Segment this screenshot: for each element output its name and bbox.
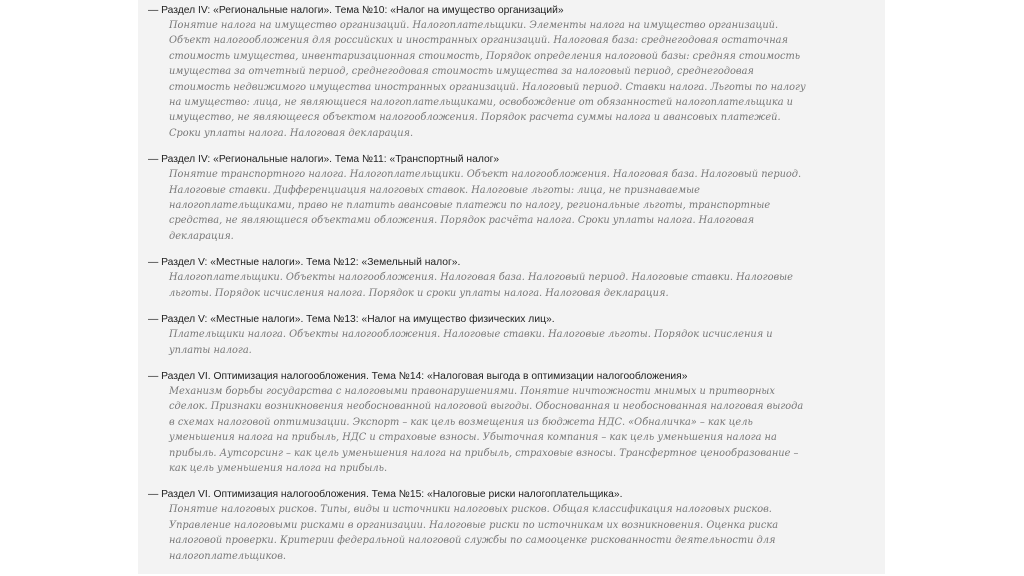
topic-heading: — Раздел IV: «Региональные налоги». Тема №10: «Налог на имущество организаций» [148, 5, 564, 16]
topic-entry-10 [148, 4, 878, 141]
topic-heading: — Раздел V: «Местные налоги». Тема №13: «Налог на имущество физических лиц». [148, 314, 555, 326]
topic-description: Понятие налоговых рисков. Типы, виды и источники налоговых рисков. Общая классификация налоговых рисков. Управление налоговыми рисками в организации. Налоговые риски по источникам их возникновения. Оценка риска налоговой проверки. Критерии федеральной налоговой службы по самооценке рискованности деятельности для налогоплательщиков. [169, 504, 779, 562]
topic-heading: — Раздел IV: «Региональные налоги». Тема №11: «Транспортный налог» [148, 154, 500, 166]
topic-description: Понятие налога на имущество организаций. Налогоплательщики. Элементы налога на имущество организаций. Объект налогообложения для российских и иностранных организаций. Налоговая база: среднегодовая остаточная стоимость имущества, инвентаризационная стоимость, Порядок определения налоговой базы: средняя стоимость имущества за отчетный период, среднегодовая стоимость имущества за налоговый период, среднегодовая стоимость недвижимого имущества иностранных организаций. Налоговый период. Ставки налога. Льготы по налогу на имущество: лица, не являющиеся налогоплательщиками, освобождение от обязанностей налогоплательщика и имущество, не являющееся объектом налогообложения. Порядок расчета суммы налога и авансовых платежей. Сроки уплаты налога. Налоговая декларация. [169, 20, 806, 139]
topic-description: Понятие транспортного налога. Налогоплательщики. Объект налогообложения. Налоговая база. Налоговый период. Налоговые ставки. Дифференциация налоговых ставок. Налоговые льготы: лица, не признаваемые налогоплательщиками, право не платить авансовые платежи по налогу, региональные льготы, транспортные средства, не являющиеся объектами обложения. Порядок расчёта налога. Сроки уплаты налога. Налоговая декларация. [169, 169, 802, 242]
topic-entry-15 [148, 488, 878, 564]
topic-heading: — Раздел VI. Оптимизация налогообложения. Тема №14: «Налоговая выгода в оптимизации налогообложения» [148, 370, 688, 382]
topic-entry-13 [148, 313, 878, 358]
topic-description: Налогоплательщики. Объекты налогообложения. Налоговая база. Налоговый период. Налоговые ставки. Налоговые льготы. Порядок исчисления налога. Порядок и сроки уплаты налога. Налоговая декларация. [169, 272, 793, 299]
topic-description: Плательщики налога. Объекты налогообложения. Налоговые ставки. Налоговые льготы. Порядок исчисления и уплаты налога. [169, 329, 773, 356]
topic-entry-11 [148, 153, 878, 244]
topic-heading: — Раздел VI. Оптимизация налогообложения. Тема №15: «Налоговые риски налогоплательщика». [148, 489, 623, 501]
topic-heading: — Раздел V: «Местные налоги». Тема №12: «Земельный налог». [148, 257, 461, 269]
topics-list [148, 4, 878, 576]
topic-entry-14 [148, 370, 878, 476]
topic-description: Механизм борьбы государства с налоговыми правонарушениями. Понятие ничтожности мнимых и притворных сделок. Признаки возникновения необоснованной налоговой выгоды. Обоснованная и необоснованная налоговая выгода в схемах налоговой оптимизации. Экспорт – как цель возмещения из бюджета НДС. «Обналичка» – как цель уменьшения налога на прибыль, НДС и страховые взносы. Убыточная компания – как цель уменьшения налога на прибыль. Аутсорсинг – как цель уменьшения налога на прибыль, страховые взносы. Трансфертное ценообразование – как цель уменьшения налога на прибыль. [169, 385, 804, 474]
topic-entry-12 [148, 256, 878, 301]
